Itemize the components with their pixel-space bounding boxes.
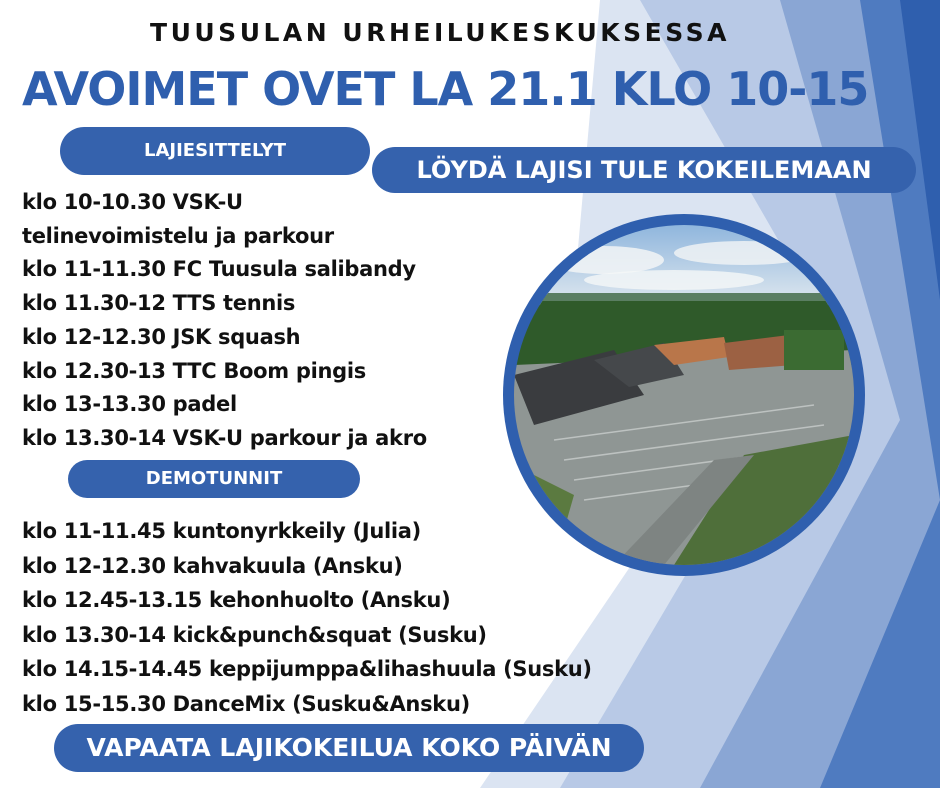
list-item: klo 13-13.30 padel <box>22 392 237 417</box>
subtitle: TUUSULAN URHEILUKESKUKSESSA <box>150 18 730 47</box>
sports-center-aerial-photo <box>514 225 854 565</box>
schedule-list <box>22 186 427 456</box>
list-item: telinevoimistelu ja parkour <box>22 223 334 248</box>
list-item: klo 14.15-14.45 keppijumppa&lihashuula (Susku) <box>22 657 592 682</box>
tagline-badge: LÖYDÄ LAJISI TULE KOKEILEMAAN <box>372 147 916 193</box>
page-title: AVOIMET OVET LA 21.1 KLO 10-15 <box>22 62 869 116</box>
list-item: klo 11-11.30 FC Tuusula salibandy <box>22 257 416 282</box>
list-item: klo 12.45-13.15 kehonhuolto (Ansku) <box>22 588 451 613</box>
list-item: klo 12-12.30 JSK squash <box>22 324 301 349</box>
list-item: klo 15-15.30 DanceMix (Susku&Ansku) <box>22 691 470 716</box>
list-item: klo 11.30-12 TTS tennis <box>22 291 296 316</box>
list-item: klo 13.30-14 kick&punch&squat (Susku) <box>22 622 487 647</box>
lajiesittelyt-badge: LAJIESITTELYT <box>60 127 370 175</box>
list-item: klo 13.30-14 VSK-U parkour ja akro <box>22 425 427 450</box>
demotunnit-badge: DEMOTUNNIT <box>68 460 360 498</box>
footer-badge: VAPAATA LAJIKOKEILUA KOKO PÄIVÄN <box>54 724 644 772</box>
list-item: klo 12-12.30 kahvakuula (Ansku) <box>22 553 403 578</box>
demo-list <box>22 514 592 722</box>
list-item: klo 10-10.30 VSK-U <box>22 190 243 214</box>
list-item: klo 12.30-13 TTC Boom pingis <box>22 358 366 383</box>
list-item: klo 11-11.45 kuntonyrkkeily (Julia) <box>22 519 421 543</box>
